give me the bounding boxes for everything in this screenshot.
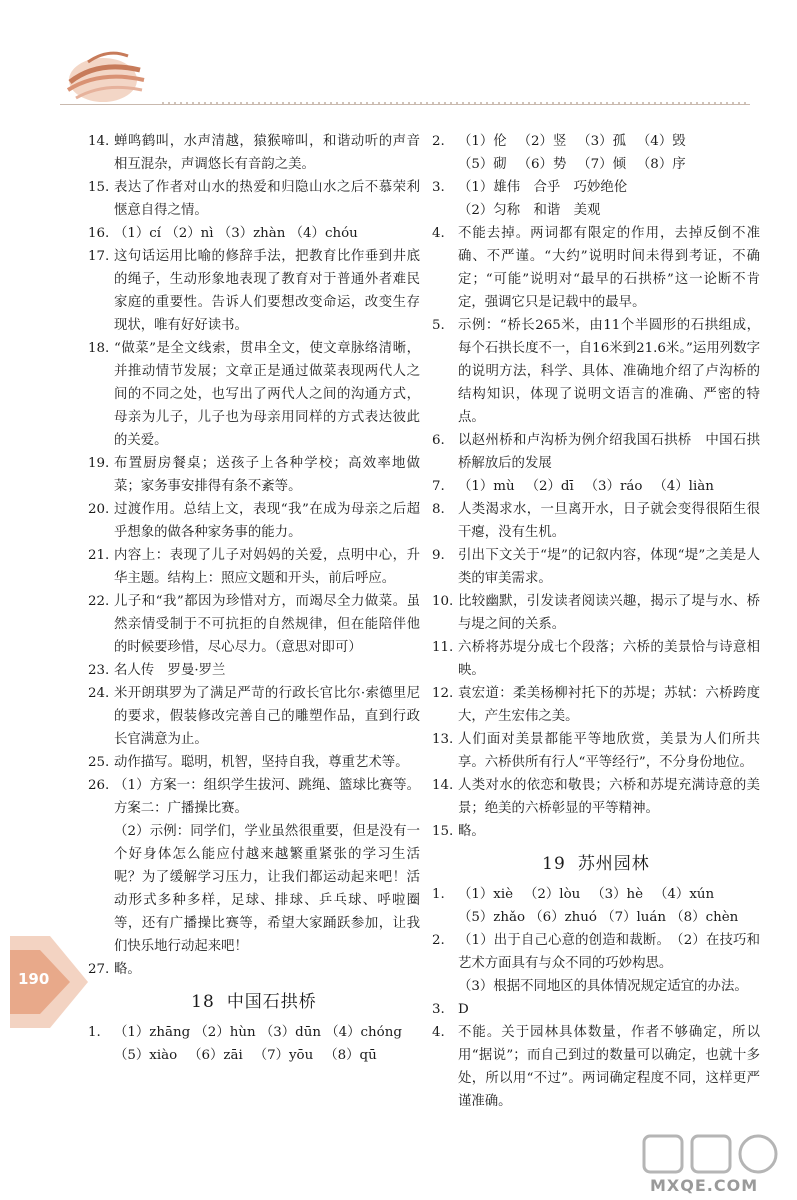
- answer-number: 16.: [88, 226, 110, 241]
- answer-number: 17.: [88, 249, 110, 264]
- answer-item: [88, 1021, 420, 1044]
- section-19-heading: [432, 853, 760, 876]
- answer-number: [432, 199, 458, 222]
- answer-text: 动作描写。聪明，机智，坚持自我，尊重艺术等。: [114, 755, 409, 770]
- left-column: [88, 130, 420, 1067]
- watermark-text: MXQE.COM: [650, 1176, 759, 1195]
- answer-number: 8.: [432, 502, 445, 517]
- answer-text: （1）zhāng （2）hùn （3）dūn （4）chóng: [114, 1025, 402, 1040]
- answer-item: [432, 222, 760, 314]
- answer-text: 六桥将苏堤分成七个段落；六桥的美景恰与诗意相映。: [458, 640, 760, 678]
- answer-text: （5）xiào （6）zāi （7）yōu （8）qū: [114, 1048, 377, 1063]
- answer-text: 人类对水的依恋和敬畏；六桥和苏堤充满诗意的美景；绝美的六桥彰显的平等精神。: [458, 778, 760, 816]
- answer-number: 9.: [432, 548, 445, 563]
- section-18-heading: [88, 991, 420, 1014]
- answer-number: 14.: [88, 134, 110, 149]
- answer-number: 26.: [88, 778, 110, 793]
- answer-number: 18.: [88, 341, 110, 356]
- answer-text: （1）mù （2）dī （3）ráo （4）liàn: [458, 479, 714, 494]
- answer-number: 1.: [432, 887, 445, 902]
- answer-text: 不能。关于园林具体数量，作者不够确定，所以用“据说”；而自己到过的数量可以确定，也就十多处，所以用“不过”。两词确定程度不同，这样更严谨准确。: [458, 1025, 760, 1109]
- answer-item: [432, 975, 760, 998]
- answer-item: [88, 958, 420, 981]
- answer-number: 15.: [432, 824, 454, 839]
- header-rule: [60, 104, 750, 105]
- answer-item: [432, 1021, 760, 1113]
- answer-text: 过渡作用。总结上文，表现“我”在成为母亲之后超乎想象的做各种家务事的能力。: [114, 502, 420, 540]
- right-column: [432, 130, 760, 1113]
- answer-item: [432, 590, 760, 636]
- answer-text: 这句话运用比喻的修辞手法，把教育比作垂到井底的绳子，生动形象地表现了教育对于普通外者难民家庭的重要性。告诉人们要想改变命运，改变生存现状，唯有好好读书。: [114, 249, 420, 333]
- answer-text: 略。: [114, 962, 141, 977]
- answer-item: [432, 199, 760, 222]
- answer-text: （1）方案一：组织学生拔河、跳绳、篮球比赛等。方案二：广播操比赛。: [114, 778, 420, 816]
- answer-text: 比较幽默，引发读者阅读兴趣，揭示了堤与水、桥与堤之间的关系。: [458, 594, 760, 632]
- header-dotted-line: [160, 100, 750, 106]
- answer-number: 1.: [88, 1025, 101, 1040]
- answer-text: 蝉鸣鹤叫，水声清越，猿猴啼叫，和谐动听的声音相互混杂，声调悠长有音韵之美。: [114, 134, 420, 172]
- section-number: 19: [542, 854, 566, 874]
- answer-text: （5）砌 （6）势 （7）倾 （8）序: [458, 157, 686, 172]
- publisher-logo-icon: [58, 40, 158, 110]
- answer-item: [88, 544, 420, 590]
- answer-number: 2.: [432, 134, 445, 149]
- answer-number: 19.: [88, 456, 110, 471]
- answer-number: 22.: [88, 594, 110, 609]
- answer-text: （1）雄伟 合乎 巧妙绝伦: [458, 180, 628, 195]
- answer-item: [88, 682, 420, 751]
- answer-number: [88, 820, 114, 958]
- answer-item: [88, 1044, 420, 1067]
- answer-item: [432, 498, 760, 544]
- answer-item: [432, 820, 760, 843]
- answer-number: 11.: [432, 640, 454, 655]
- answer-number: 13.: [432, 732, 454, 747]
- answer-item: [88, 222, 420, 245]
- answer-item: [88, 337, 420, 452]
- answer-number: 7.: [432, 479, 445, 494]
- answer-item: [88, 452, 420, 498]
- answer-number: 5.: [432, 318, 445, 333]
- answer-text: （1）xiè （2）lòu （3）hè （4）xún: [458, 887, 715, 902]
- answer-number: 25.: [88, 755, 110, 770]
- answer-number: 2.: [432, 933, 445, 948]
- answer-item: [432, 728, 760, 774]
- right-answer-list: [432, 130, 760, 843]
- answer-text: （2）匀称 和谐 美观: [458, 203, 601, 218]
- answer-text: 儿子和“我”都因为珍惜对方，而竭尽全力做菜。虽然亲情受制于不可抗拒的自然规律，但在能陪伴他的时候要珍惜，尽心尽力。（意思对即可）: [114, 594, 420, 655]
- answer-item: [432, 544, 760, 590]
- answer-item: [88, 659, 420, 682]
- answer-item: [432, 906, 760, 929]
- answer-text: 袁宏道：柔美杨柳衬托下的苏堤；苏轼：六桥跨度大，产生宏伟之美。: [458, 686, 760, 724]
- answer-number: 4.: [432, 1025, 445, 1040]
- answer-item: [432, 998, 760, 1021]
- answer-text: （1）伦 （2）竖 （3）孤 （4）毁: [458, 134, 686, 149]
- answer-number: 3.: [432, 1002, 445, 1017]
- answer-item: [432, 475, 760, 498]
- answer-number: 21.: [88, 548, 110, 563]
- answer-text: 名人传 罗曼·罗兰: [114, 663, 226, 678]
- answer-text: 引出下文关于“堤”的记叙内容，体现“堤”之美是人类的审美需求。: [458, 548, 760, 586]
- answer-item: [88, 498, 420, 544]
- answer-text: （3）根据不同地区的具体情况规定适宜的办法。: [458, 979, 748, 994]
- answer-number: 14.: [432, 778, 454, 793]
- answer-number: [432, 975, 458, 998]
- answer-text: 表达了作者对山水的热爱和归隐山水之后不慕荣利惬意自得之情。: [114, 180, 420, 218]
- answer-item: [88, 751, 420, 774]
- answer-item: [432, 130, 760, 153]
- section-18-answer-list: [88, 1021, 420, 1067]
- answer-number: 6.: [432, 433, 445, 448]
- section-title: 苏州园林: [577, 854, 650, 874]
- answer-text: 以赵州桥和卢沟桥为例介绍我国石拱桥 中国石拱桥解放后的发展: [458, 433, 760, 471]
- answer-number: 24.: [88, 686, 110, 701]
- answer-number: [432, 906, 458, 929]
- answer-item: [88, 820, 420, 958]
- answer-text: 不能去掉。两词都有限定的作用，去掉反倒不准确、不严谨。“大约”说明时间未得到考证，不确定；“可能”说明对“最早的石拱桥”这一论断不肯定，强调它只是记载中的最早。: [458, 226, 760, 310]
- answer-text: （1）出于自己心意的创造和裁断。 （2）在技巧和艺术方面具有与众不同的巧妙构思。: [458, 933, 760, 971]
- answer-item: [88, 774, 420, 820]
- answer-item: [88, 590, 420, 659]
- answer-item: [432, 176, 760, 199]
- answer-item: [432, 774, 760, 820]
- answer-text: 内容上：表现了儿子对妈妈的关爱，点明中心，升华主题。结构上：照应文题和开头，前后呼应。: [114, 548, 420, 586]
- answer-text: （5）zhǎo （6）zhuó （7）luán （8）chèn: [458, 910, 739, 925]
- answer-text: “做菜”是全文线索，贯串全文，使文章脉络清晰，并推动情节发展；文章正是通过做菜表现两代人之间的不同之处，也写出了两代人之间的沟通方式，母亲为儿子，儿子也为母亲用同样的方式表达彼此的关爱。: [114, 341, 420, 448]
- section-number: 18: [191, 992, 215, 1012]
- answer-text: 示例：“桥长265米，由11个半圆形的石拱组成，每个石拱长度不一，自16米到21.6米。”运用列数字的说明方法，科学、具体、准确地介绍了卢沟桥的结构知识，体现了说明文语言的准确、严密的特点。: [458, 318, 760, 425]
- answer-item: [432, 682, 760, 728]
- answer-text: 布置厨房餐桌；送孩子上各种学校；高效率地做菜；家务事安排得有条不紊等。: [114, 456, 420, 494]
- left-answer-list: [88, 130, 420, 981]
- answer-text: （2）示例：同学们，学业虽然很重要，但是没有一个好身体怎么能应付越来越繁重紧张的学习生活呢？为了缓解学习压力，让我们都运动起来吧！活动形式多种多样，足球、排球、乒乓球、呼啦圈等，还有广播操比赛等，希望大家踊跃参加，让我们快乐地行动起来吧！: [114, 824, 420, 954]
- answer-number: 12.: [432, 686, 454, 701]
- answer-number: 20.: [88, 502, 110, 517]
- answer-text: （1）cí （2）nì （3）zhàn （4）chóu: [114, 226, 358, 241]
- answer-number: [432, 153, 458, 176]
- answer-item: [432, 153, 760, 176]
- answer-number: 3.: [432, 180, 445, 195]
- answer-number: [88, 1044, 114, 1067]
- answer-item: [88, 176, 420, 222]
- answer-number: 15.: [88, 180, 110, 195]
- answer-number: 4.: [432, 226, 445, 241]
- answer-item: [432, 314, 760, 429]
- answer-text: D: [458, 1002, 469, 1017]
- answer-item: [88, 130, 420, 176]
- section-title: 中国石拱桥: [226, 992, 317, 1012]
- answer-number: 23.: [88, 663, 110, 678]
- answer-text: 人类渴求水，一旦离开水，日子就会变得很陌生很干瘪，没有生机。: [458, 502, 760, 540]
- answer-item: [432, 429, 760, 475]
- answer-text: 人们面对美景都能平等地欣赏，美景为人们所共享。六桥供所有行人“平等经行”，不分身份地位。: [458, 732, 760, 770]
- answer-number: 10.: [432, 594, 454, 609]
- section-19-answer-list: [432, 883, 760, 1113]
- page-number: 190: [18, 970, 50, 988]
- answer-text: 略。: [458, 824, 485, 839]
- answer-item: [432, 883, 760, 906]
- answer-text: 米开朗琪罗为了满足严苛的行政长官比尔·索德里尼的要求，假装修改完善自己的雕塑作品，直到行政长官满意为止。: [114, 686, 420, 747]
- answer-item: [432, 929, 760, 975]
- answer-item: [88, 245, 420, 337]
- answer-number: 27.: [88, 962, 110, 977]
- answer-item: [432, 636, 760, 682]
